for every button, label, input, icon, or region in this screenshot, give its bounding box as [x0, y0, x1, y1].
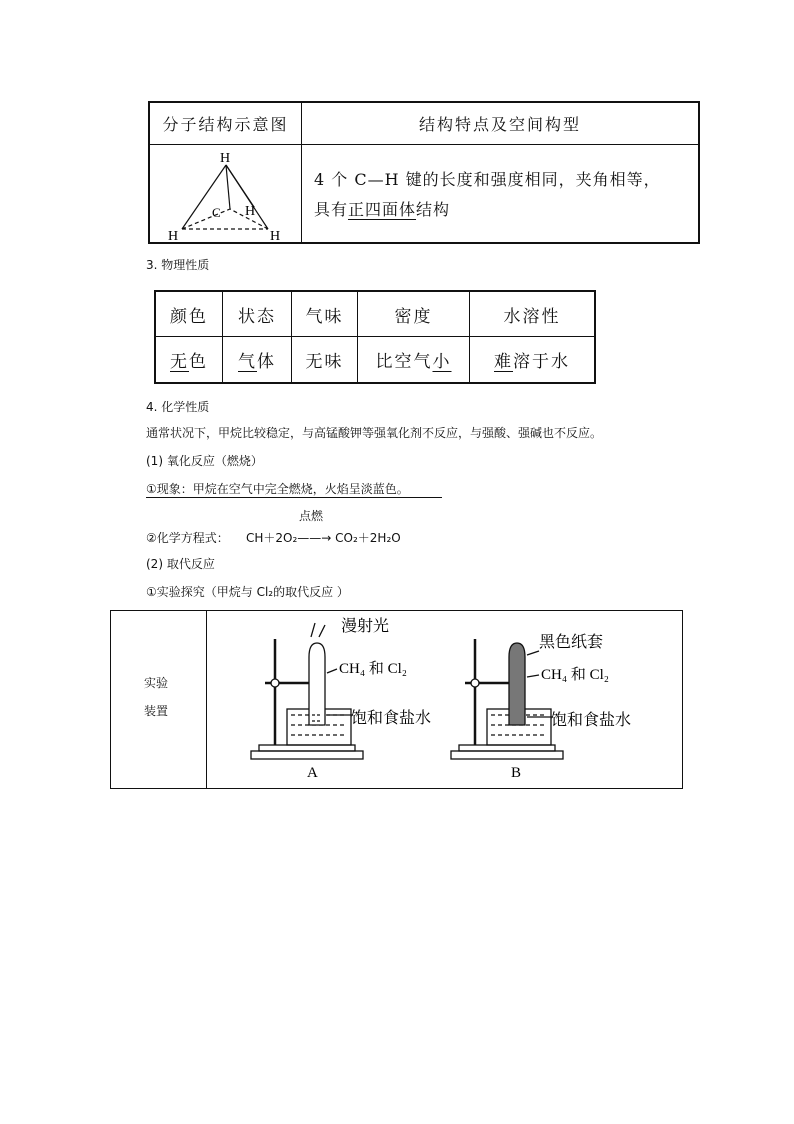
label-black-paper: 黑色纸套: [539, 632, 604, 651]
apparatus-drawing: [245, 611, 643, 787]
atom-c: C: [212, 205, 221, 220]
methane-tetrahedron-diagram: [150, 145, 300, 242]
apparatus-figure: [245, 611, 643, 787]
desc-line-1: 4 个 C—H 键的长度和强度相同，夹角相等，: [314, 170, 661, 189]
desc-underlined: 正四面体: [348, 200, 417, 219]
desc-line-2: [314, 195, 694, 225]
header-structure-features: 结构特点及空间构型: [302, 103, 698, 145]
atom-h-left: H: [168, 229, 179, 242]
apparatus-label-cell: [111, 611, 207, 788]
experiment-table: [110, 610, 683, 789]
reaction-condition: 点燃: [299, 509, 324, 523]
header-row: [156, 292, 594, 337]
experiment-title: ①实验探究（甲烷与 Cl₂的取代反应 ）: [146, 585, 349, 599]
caption-a: A: [307, 765, 318, 781]
header-state: 状态: [223, 292, 292, 336]
header-solubility: 水溶性: [503, 306, 561, 327]
label-line-2: 装置: [144, 704, 169, 718]
section-4-title: 4. 化学性质: [146, 400, 210, 414]
apparatus-b: [451, 639, 563, 759]
value-state: 气 体: [223, 337, 292, 382]
structure-table: [148, 101, 700, 244]
apparatus-a: [251, 623, 363, 759]
subsection-oxidation: (1) 氧化反应（燃烧）: [146, 454, 263, 468]
label-a-gas: CH₄ 和 Cl₂: [339, 661, 407, 677]
label-b-water: 饱和食盐水: [551, 710, 632, 729]
caption-b: B: [511, 765, 522, 781]
combustion-equation: CH＋2O₂——→ CO₂＋2H₂O: [246, 531, 401, 545]
structure-description: [314, 165, 694, 225]
header-color: 颜色: [156, 292, 223, 336]
value-solubility: 难 溶于水: [494, 352, 570, 372]
label-line-1: 实验: [144, 676, 169, 690]
atom-h-right-mid: H: [245, 204, 256, 219]
value-row: [156, 337, 594, 382]
desc-pre: 具有: [314, 200, 349, 219]
header-odor: 气味: [292, 292, 358, 336]
label-b-gas: CH₄ 和 Cl₂: [541, 667, 609, 683]
label-a-water: 饱和食盐水: [351, 708, 432, 727]
phenomenon-line: ①现象：甲烷在空气中完全燃烧，火焰呈淡蓝色。: [146, 481, 442, 498]
desc-post: 结构: [416, 200, 451, 219]
atom-h-right: H: [270, 229, 281, 242]
label-diffuse-light: 漫射光: [341, 616, 390, 635]
value-color: 无 色: [156, 337, 223, 382]
atom-h-top: H: [220, 151, 231, 166]
methane-diagram-cell: [150, 145, 302, 242]
value-density: 比空气 小: [358, 337, 470, 382]
physical-properties-table: [154, 290, 596, 384]
section-3-title: 3. 物理性质: [146, 258, 210, 272]
equation-label: ②化学方程式：: [146, 531, 229, 545]
header-structure-diagram: 分子结构示意图: [150, 103, 302, 145]
header-density: 密度: [358, 292, 470, 336]
value-odor: 无味: [292, 337, 358, 382]
chemical-stability-paragraph: 通常状况下，甲烷比较稳定，与高锰酸钾等强氧化剂不反应，与强酸、强碱也不反应。: [146, 426, 603, 440]
subsection-substitution: (2) 取代反应: [146, 557, 215, 571]
